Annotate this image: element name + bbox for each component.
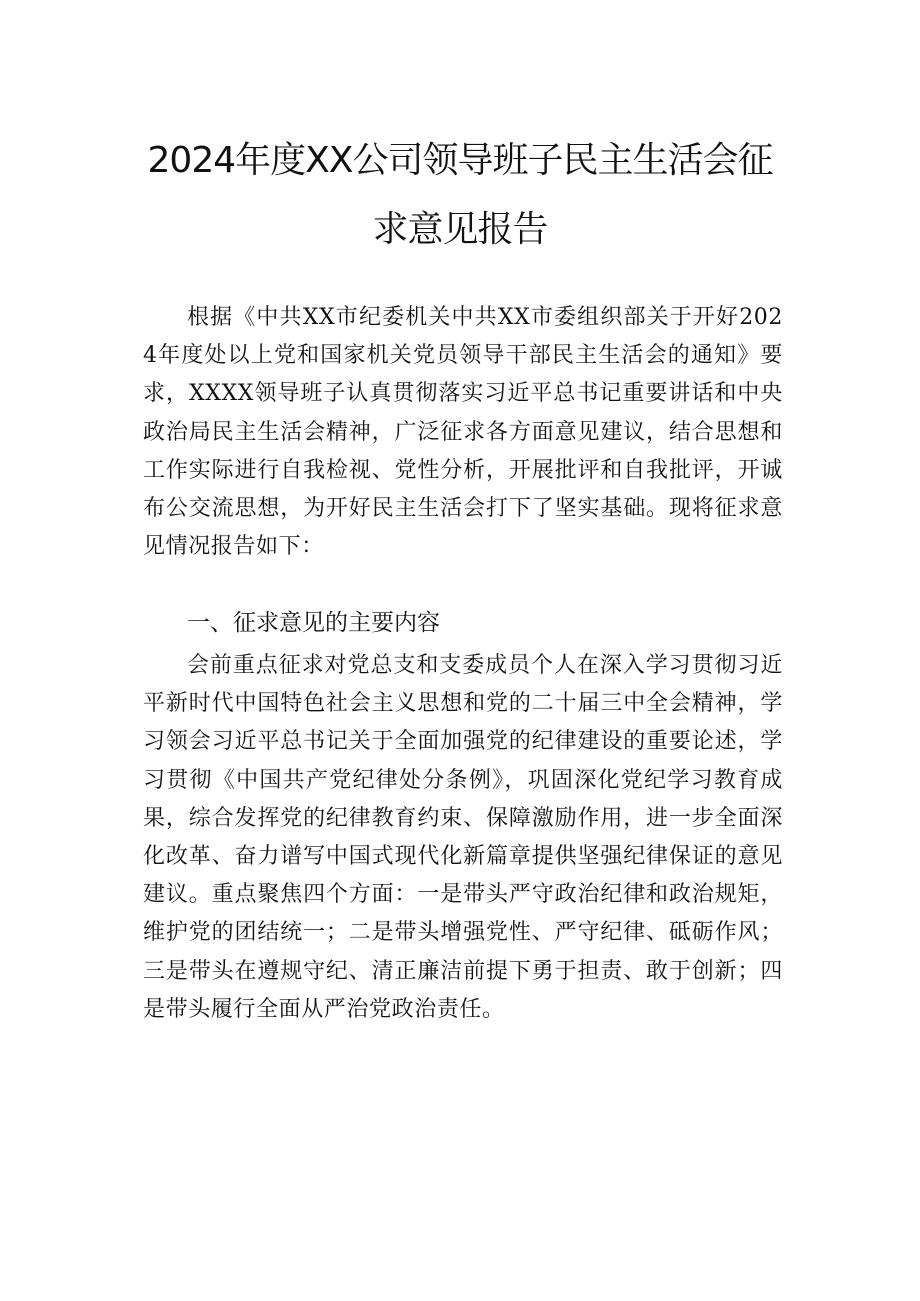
document-title-line-2: 求意见报告: [372, 209, 548, 250]
intro-paragraph: 根据《中共XX市纪委机关中共XX市委组织部关于开好2024年度处以上党和国家机关党员领导干部民主生活会的通知》要求，XXXX领导班子认真贯彻落实习近平总书记重要讲话和中央政治局民主生活会精神，广泛征求各方面意见建议，结合思想和工作实际进行自我检视、党性分析，开展批评和自我批评，开诚布公交流思想，为开好民主生活会打下了坚实基础。现将征求意见情况报告如下：: [143, 305, 783, 560]
section-heading: 一、征求意见的主要内容: [187, 610, 440, 636]
section-body-paragraph: 会前重点征求对党总支和支委成员个人在深入学习贯彻习近平新时代中国特色社会主义思想和党的二十届三中全会精神，学习领会习近平总书记关于全面加强党的纪律建设的重要论述，学习贯彻《中国共产党纪律处分条例》，巩固深化党纪学习教育成果，综合发挥党的纪律教育约束、保障激励作用，进一步全面深化改革、奋力谱写中国式现代化新篇章提供坚强纪律保证的意见建议。重点聚焦四个方面：一是带头严守政治纪律和政治规矩，维护党的团结统一；二是带头增强党性、严守纪律、砥砺作风；三是带头在遵规守纪、清正廉洁前提下勇于担责、敢于创新；四是带头履行全面从严治党政治责任。: [143, 653, 783, 1022]
document-title-line-1: 2024年度XX公司领导班子民主生活会征: [147, 140, 773, 181]
